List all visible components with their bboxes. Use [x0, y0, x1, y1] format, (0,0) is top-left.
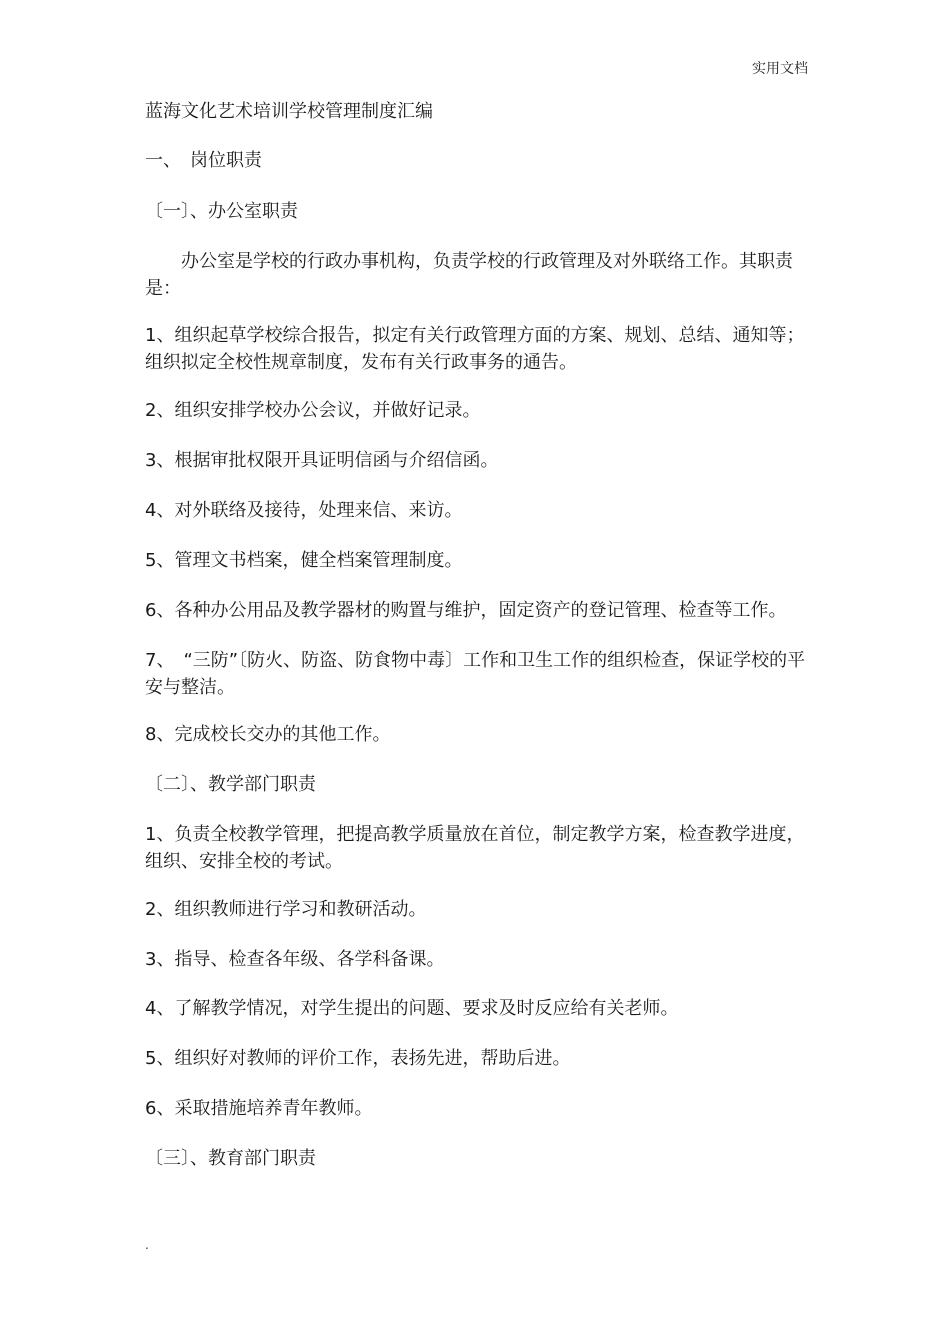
- list-item: 7、 “三防”〔防火、防盗、防食物中毒〕工作和卫生工作的组织检查，保证学校的平安与整洁。: [145, 650, 806, 698]
- subsection-heading: 〔二〕、教学部门职责: [145, 774, 316, 795]
- list-item: 5、组织好对教师的评价工作，表扬先进，帮助后进。: [145, 1048, 571, 1069]
- document-title: 蓝海文化艺术培训学校管理制度汇编: [145, 101, 433, 122]
- list-item: 3、指导、检查各年级、各学科备课。: [145, 949, 445, 970]
- list-item: 5、管理文书档案，健全档案管理制度。: [145, 550, 463, 571]
- list-item: 8、完成校长交办的其他工作。: [145, 724, 391, 745]
- footer-mark: .: [145, 1238, 149, 1252]
- list-item: 1、组织起草学校综合报告，拟定有关行政管理方面的方案、规划、总结、通知等；组织拟定全校性规章制度，发布有关行政事务的通告。: [145, 325, 805, 373]
- page-header: 实用文档: [752, 61, 808, 77]
- list-item: 2、组织安排学校办公会议，并做好记录。: [145, 400, 481, 421]
- subsection-heading: 〔一〕、办公室职责: [145, 201, 298, 222]
- list-item: 6、采取措施培养青年教师。: [145, 1098, 373, 1119]
- list-item: 4、对外联络及接待，处理来信、来访。: [145, 500, 463, 521]
- list-item: 1、负责全校教学管理，把提高教学质量放在首位，制定教学方案，检查教学进度，组织、安排全校的考试。: [145, 824, 805, 872]
- list-item: 2、组织教师进行学习和教研活动。: [145, 899, 427, 920]
- subsection-heading: 〔三〕、教育部门职责: [145, 1148, 316, 1169]
- section-heading: 一、 岗位职责: [145, 150, 262, 171]
- list-item: 4、了解教学情况，对学生提出的问题、要求及时反应给有关老师。: [145, 998, 679, 1019]
- list-item: 6、各种办公用品及教学器材的购置与维护，固定资产的登记管理、检查等工作。: [145, 600, 787, 621]
- intro-paragraph: 办公室是学校的行政办事机构，负责学校的行政管理及对外联络工作。其职责是：: [145, 251, 793, 299]
- list-item: 3、根据审批权限开具证明信函与介绍信函。: [145, 450, 499, 471]
